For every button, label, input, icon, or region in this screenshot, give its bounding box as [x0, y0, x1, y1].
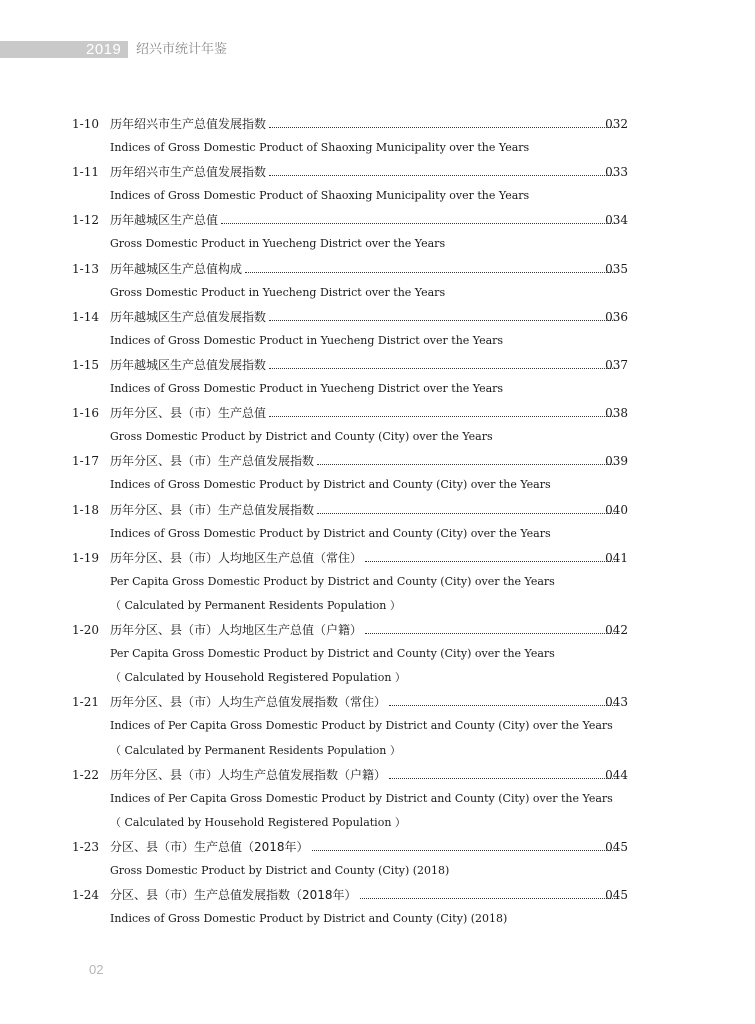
toc-entry-page: 037 [605, 358, 628, 372]
toc-entry-number: 1-22 [72, 767, 99, 782]
toc-entry-number: 1-24 [72, 888, 99, 903]
dot-leader [245, 259, 615, 273]
toc-entry-page: 044 [605, 767, 628, 782]
dot-leader [365, 620, 615, 634]
toc-entry-number: 1-15 [72, 358, 99, 372]
toc-entry-page: 038 [605, 406, 628, 421]
toc-entry-chinese-title: 历年分区、县（市）人均生产总值发展指数（户籍） [110, 767, 387, 782]
toc-entry-page: 040 [605, 502, 628, 517]
toc-entry-page: 045 [605, 888, 628, 903]
toc-entry-english-title: Indices of Gross Domestic Product of Shaoxing Municipality over the Years [110, 141, 530, 155]
toc-entry-page: 045 [605, 840, 628, 854]
dot-leader [317, 451, 615, 465]
toc-entry-page: 043 [605, 695, 628, 710]
toc-entry-chinese-title: 历年分区、县（市）人均地区生产总值（户籍） [110, 623, 363, 638]
toc-entry-english-title: Indices of Gross Domestic Product by District and County (City) over the Years [110, 478, 551, 492]
toc-entry-page: 033 [605, 165, 628, 180]
toc-entry-title-row [110, 885, 618, 905]
toc-entry-number: 1-23 [72, 840, 99, 854]
toc-entry-title-row [110, 500, 618, 520]
dot-leader [269, 162, 615, 176]
toc-entry-english-title: Indices of Per Capita Gross Domestic Product by District and County (City) over the Years [110, 719, 613, 733]
toc-entry-chinese-title: 分区、县（市）生产总值发展指数（2018年） [110, 888, 357, 903]
toc-entry-chinese-title: 历年分区、县（市）生产总值发展指数 [110, 454, 315, 469]
header-year: 2019 [86, 41, 122, 58]
toc-entry-page: 041 [605, 550, 628, 565]
toc-entry-english-title: Per Capita Gross Domestic Product by District and County (City) over the Years [110, 574, 555, 588]
toc-entry-page: 034 [605, 213, 628, 228]
toc-entry-page: 032 [605, 117, 628, 131]
toc-entry-page: 036 [605, 309, 628, 324]
toc-entry-title-row [110, 259, 618, 279]
toc-entry-title-row [110, 307, 618, 327]
dot-leader [269, 403, 615, 417]
toc-entry-chinese-title: 分区、县（市）生产总值（2018年） [110, 840, 309, 854]
toc-entry-chinese-title: 历年分区、县（市）人均地区生产总值（常住） [110, 550, 363, 565]
toc-entry-english-title: （ Calculated by Permanent Residents Population ） [110, 743, 401, 757]
dot-leader [365, 548, 615, 562]
toc-entry-english-title: Indices of Gross Domestic Product in Yuecheng District over the Years [110, 333, 504, 347]
header-title: 绍兴市统计年鉴 [136, 42, 228, 57]
toc-entry-title-row [110, 837, 618, 857]
toc-entry-english-title: Gross Domestic Product by District and County (City) over the Years [110, 430, 493, 444]
toc-entry-number: 1-10 [72, 117, 99, 131]
page-number: 02 [89, 962, 104, 977]
toc-entry-chinese-title: 历年分区、县（市）人均生产总值发展指数（常住） [110, 695, 387, 710]
toc-entry-number: 1-19 [72, 550, 99, 565]
toc-entry-title-row [110, 355, 618, 375]
dot-leader [389, 692, 615, 706]
toc-entry-chinese-title: 历年绍兴市生产总值发展指数 [110, 165, 267, 180]
dot-leader [389, 765, 615, 779]
toc-entry-english-title: Per Capita Gross Domestic Product by District and County (City) over the Years [110, 647, 555, 661]
toc-entry-title-row [110, 210, 618, 230]
toc-entry-page: 039 [605, 454, 628, 469]
toc-entry-english-title: Indices of Gross Domestic Product in Yuecheng District over the Years [110, 382, 504, 396]
toc-entry-number: 1-12 [72, 213, 99, 228]
toc-entry-english-title: （ Calculated by Household Registered Population ） [110, 671, 406, 685]
toc-entry-number: 1-17 [72, 454, 99, 469]
toc-entry-page: 042 [605, 623, 628, 638]
dot-leader [312, 837, 615, 851]
toc-entry-english-title: Gross Domestic Product in Yuecheng District over the Years [110, 285, 446, 299]
toc-entry-number: 1-16 [72, 406, 99, 421]
toc-entry-chinese-title: 历年分区、县（市）生产总值发展指数 [110, 502, 315, 517]
toc-entry-chinese-title: 历年分区、县（市）生产总值 [110, 406, 267, 421]
toc-entry-number: 1-14 [72, 309, 99, 324]
toc-entry-title-row [110, 162, 618, 182]
toc-entry-english-title: Indices of Gross Domestic Product by District and County (City) over the Years [110, 526, 551, 540]
toc-entry-title-row [110, 620, 618, 640]
toc-entry-chinese-title: 历年绍兴市生产总值发展指数 [110, 117, 267, 131]
toc-entry-english-title: （ Calculated by Household Registered Population ） [110, 815, 406, 829]
toc-entry-english-title: Indices of Per Capita Gross Domestic Product by District and County (City) over the Years [110, 791, 613, 805]
dot-leader [317, 500, 615, 514]
toc-entry-title-row [110, 765, 618, 785]
dot-leader [269, 355, 615, 369]
toc-entry-chinese-title: 历年越城区生产总值构成 [110, 261, 243, 276]
toc-entry-english-title: Gross Domestic Product in Yuecheng District over the Years [110, 237, 446, 251]
toc-entry-title-row [110, 403, 618, 423]
toc-entry-number: 1-18 [72, 502, 99, 517]
toc-entry-chinese-title: 历年越城区生产总值发展指数 [110, 358, 267, 372]
dot-leader [360, 885, 615, 899]
toc-entry-page: 035 [605, 261, 628, 276]
toc-entry-chinese-title: 历年越城区生产总值 [110, 213, 219, 228]
toc-entry-chinese-title: 历年越城区生产总值发展指数 [110, 309, 267, 324]
dot-leader [221, 210, 615, 224]
toc-entry-title-row [110, 451, 618, 471]
toc-entry-number: 1-11 [72, 165, 99, 180]
toc-entry-title-row [110, 692, 618, 712]
dot-leader [269, 307, 615, 321]
toc-entry-number: 1-20 [72, 623, 99, 638]
toc-entry-number: 1-13 [72, 261, 99, 276]
toc-entry-english-title: Indices of Gross Domestic Product by District and County (City) (2018) [110, 912, 508, 926]
toc-entry-english-title: Gross Domestic Product by District and County (City) (2018) [110, 864, 450, 878]
toc-entry-title-row [110, 548, 618, 568]
toc-entry-title-row [110, 114, 618, 134]
toc-entry-english-title: （ Calculated by Permanent Residents Population ） [110, 598, 401, 612]
dot-leader [269, 114, 615, 128]
toc-entry-number: 1-21 [72, 695, 99, 710]
toc-entry-english-title: Indices of Gross Domestic Product of Shaoxing Municipality over the Years [110, 189, 530, 203]
